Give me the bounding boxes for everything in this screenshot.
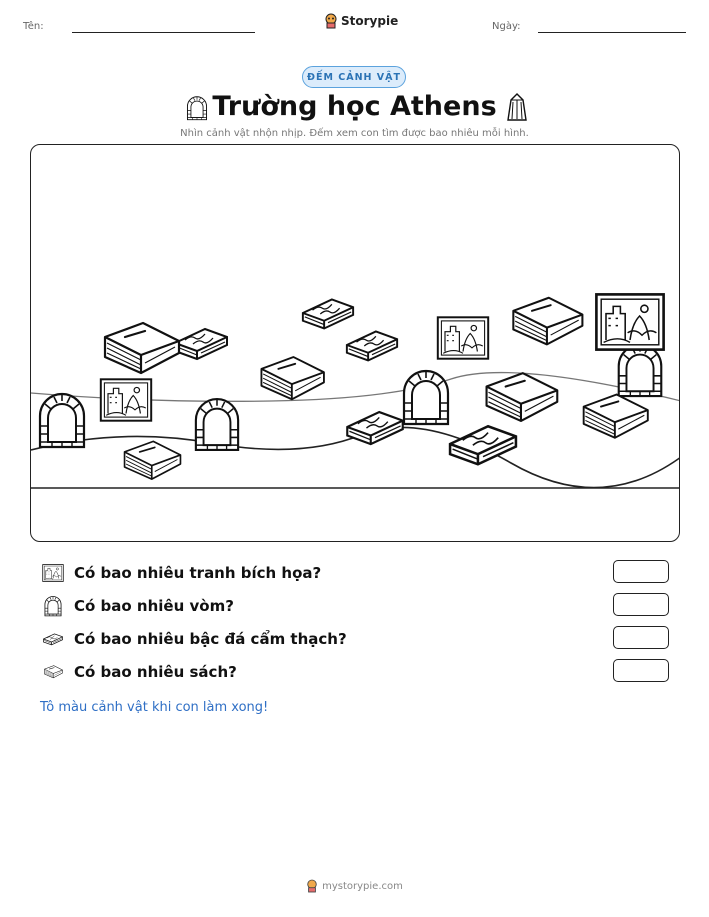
- counting-scene: [30, 144, 680, 542]
- footer: [0, 879, 709, 893]
- answer-box-steps[interactable]: [613, 626, 669, 649]
- fresco-object: [438, 317, 488, 358]
- scene-books: [105, 298, 648, 479]
- arch-object: [619, 345, 662, 396]
- marble-step-icon: [42, 628, 64, 650]
- book-object: [584, 394, 648, 437]
- marble-step-object: [347, 412, 402, 444]
- question-text: Có bao nhiêu sách?: [74, 663, 237, 681]
- arch-object: [196, 399, 238, 450]
- question-arches: [42, 594, 234, 618]
- book-object: [513, 298, 582, 345]
- marble-step-object: [347, 331, 397, 360]
- scene-illustration: [31, 145, 680, 542]
- question-text: Có bao nhiêu tranh bích họa?: [74, 564, 322, 582]
- footer-url[interactable]: mystorypie.com: [322, 880, 403, 892]
- brand-name: Storypie: [341, 14, 399, 28]
- name-line[interactable]: [72, 32, 255, 33]
- storypie-mascot-icon: [306, 879, 318, 893]
- page-title: Trường học Athens: [212, 91, 497, 122]
- marble-step-object: [450, 426, 516, 464]
- marble-step-object: [303, 299, 353, 328]
- marble-step-object: [175, 329, 227, 359]
- book-object: [487, 373, 558, 421]
- fresco-object: [596, 294, 663, 349]
- arch-object: [40, 394, 84, 447]
- question-frescos: [42, 561, 321, 585]
- question-text: Có bao nhiêu vòm?: [74, 597, 234, 615]
- answer-box-frescos[interactable]: [613, 560, 669, 583]
- arch-object: [404, 371, 448, 424]
- storypie-mascot-icon: [324, 13, 338, 29]
- date-label: Ngày:: [492, 21, 521, 32]
- instructions: Nhìn cảnh vật nhộn nhịp. Đếm xem con tìm được bao nhiêu mỗi hình.: [180, 128, 529, 139]
- question-text: Có bao nhiêu bậc đá cẩm thạch?: [74, 630, 347, 648]
- answer-box-arches[interactable]: [613, 593, 669, 616]
- name-label: Tên:: [23, 21, 44, 32]
- toga-figure-icon: [506, 92, 528, 122]
- question-books: [42, 660, 237, 684]
- book-icon: [42, 661, 64, 683]
- brand-logo: [324, 13, 398, 29]
- book-object: [261, 357, 323, 399]
- book-object: [105, 323, 179, 373]
- fresco-object: [101, 379, 151, 420]
- date-line[interactable]: [538, 32, 686, 33]
- category-badge: ĐẾM CẢNH VẬT: [302, 66, 406, 88]
- fresco-icon: [42, 562, 64, 584]
- answer-box-books[interactable]: [613, 659, 669, 682]
- question-steps: [42, 627, 347, 651]
- book-object: [125, 441, 181, 479]
- arch-icon: [42, 595, 64, 617]
- coloring-note: Tô màu cảnh vật khi con làm xong!: [40, 700, 269, 715]
